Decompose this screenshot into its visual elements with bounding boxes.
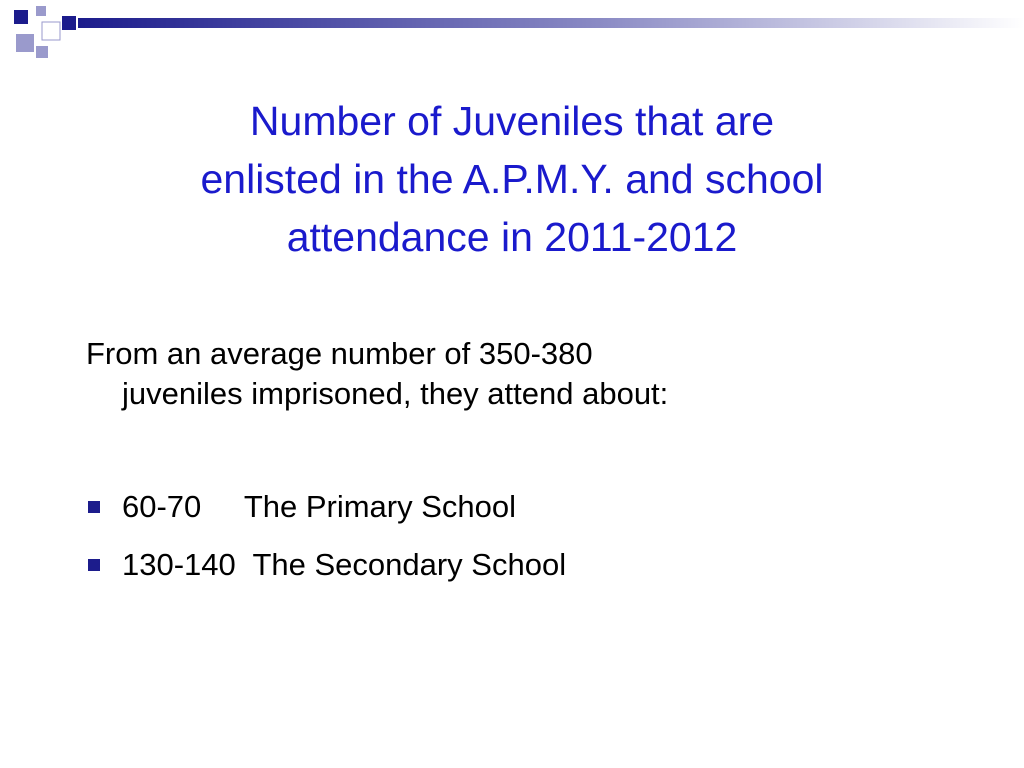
header-decoration bbox=[0, 0, 1024, 64]
decor-square bbox=[36, 6, 46, 16]
title-line: enlisted in the A.P.M.Y. and school bbox=[200, 156, 824, 202]
intro-line: From an average number of 350-380 bbox=[86, 336, 593, 371]
square-bullet-icon bbox=[88, 501, 100, 513]
intro-paragraph bbox=[86, 334, 946, 414]
decor-square bbox=[36, 46, 48, 58]
list-item bbox=[86, 484, 946, 530]
title-line: Number of Juveniles that are bbox=[249, 98, 775, 144]
decor-square bbox=[16, 34, 34, 52]
school-label: The Primary School bbox=[243, 489, 517, 524]
attendance-list bbox=[86, 484, 946, 600]
intro-line: juveniles imprisoned, they attend about: bbox=[122, 376, 669, 411]
decor-square bbox=[42, 22, 60, 40]
decor-square bbox=[62, 16, 76, 30]
attendance-range: 60-70 bbox=[122, 489, 202, 524]
decor-band bbox=[78, 18, 1024, 28]
attendance-range: 130-140 bbox=[122, 547, 236, 582]
title-line: attendance in 2011-2012 bbox=[286, 214, 738, 260]
list-item bbox=[86, 542, 946, 588]
decor-square bbox=[14, 10, 28, 24]
school-label: The Secondary School bbox=[252, 547, 567, 582]
slide-title bbox=[60, 92, 964, 266]
square-bullet-icon bbox=[88, 559, 100, 571]
